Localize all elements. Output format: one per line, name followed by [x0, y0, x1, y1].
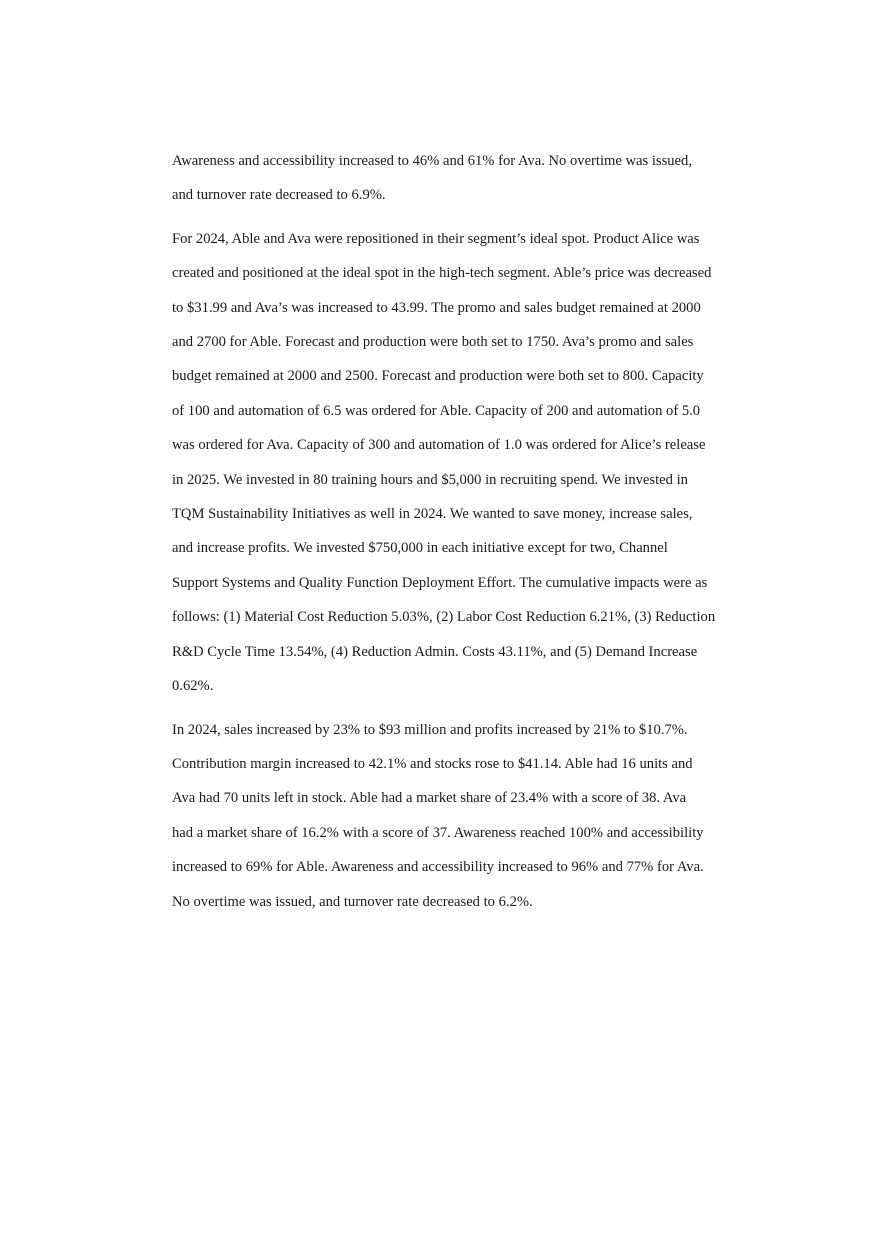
paragraph: [172, 222, 732, 704]
text-line: Awareness and accessibility increased to 46% and 61% for Ava. No overtime was issued,: [172, 153, 692, 169]
document-body: [172, 144, 732, 919]
text-line: For 2024, Able and Ava were repositioned in their segment’s ideal spot. Product Alice was: [172, 230, 700, 247]
text-line: and 2700 for Able. Forecast and production were both set to 1750. Ava’s promo and sales: [172, 334, 694, 351]
text-line: TQM Sustainability Initiatives as well in 2024. We wanted to save money, increase sales,: [172, 506, 693, 523]
text-line: Ava had 70 units left in stock. Able had a market share of 23.4% with a score of 38. Ava: [172, 790, 687, 807]
text-line: R&D Cycle Time 13.54%, (4) Reduction Admin. Costs 43.11%, and (5) Demand Increase: [172, 643, 698, 660]
text-line: was ordered for Ava. Capacity of 300 and automation of 1.0 was ordered for Alice’s release: [172, 437, 706, 454]
text-line: had a market share of 16.2% with a score of 37. Awareness reached 100% and accessibility: [172, 824, 704, 841]
text-line: and increase profits. We invested $750,000 in each initiative except for two, Channel: [172, 540, 668, 557]
text-line: budget remained at 2000 and 2500. Forecast and production were both set to 800. Capacity: [172, 368, 704, 385]
text-line: and turnover rate decreased to 6.9%.: [172, 187, 386, 204]
text-line: increased to 69% for Able. Awareness and accessibility increased to 96% and 77% for Ava.: [172, 859, 704, 876]
text-line: of 100 and automation of 6.5 was ordered for Able. Capacity of 200 and automation of 5.0: [172, 402, 701, 419]
text-line: created and positioned at the ideal spot in the high-tech segment. Able’s price was decreased: [172, 265, 712, 282]
paragraph: [172, 713, 732, 919]
text-line: follows: (1) Material Cost Reduction 5.03%, (2) Labor Cost Reduction 6.21%, (3) Reduction: [172, 609, 716, 626]
text-line: No overtime was issued, and turnover rate decreased to 6.2%.: [172, 893, 533, 910]
text-line: to $31.99 and Ava’s was increased to 43.99. The promo and sales budget remained at 2000: [172, 299, 701, 316]
text-line: Support Systems and Quality Function Deployment Effort. The cumulative impacts were as: [172, 574, 708, 591]
text-line: In 2024, sales increased by 23% to $93 million and profits increased by 21% to $10.7%.: [172, 721, 688, 738]
text-line: in 2025. We invested in 80 training hours and $5,000 in recruiting spend. We invested in: [172, 471, 688, 488]
paragraph: [172, 144, 732, 213]
text-line: 0.62%.: [172, 678, 214, 695]
text-line: Contribution margin increased to 42.1% and stocks rose to $41.14. Able had 16 units and: [172, 755, 693, 772]
